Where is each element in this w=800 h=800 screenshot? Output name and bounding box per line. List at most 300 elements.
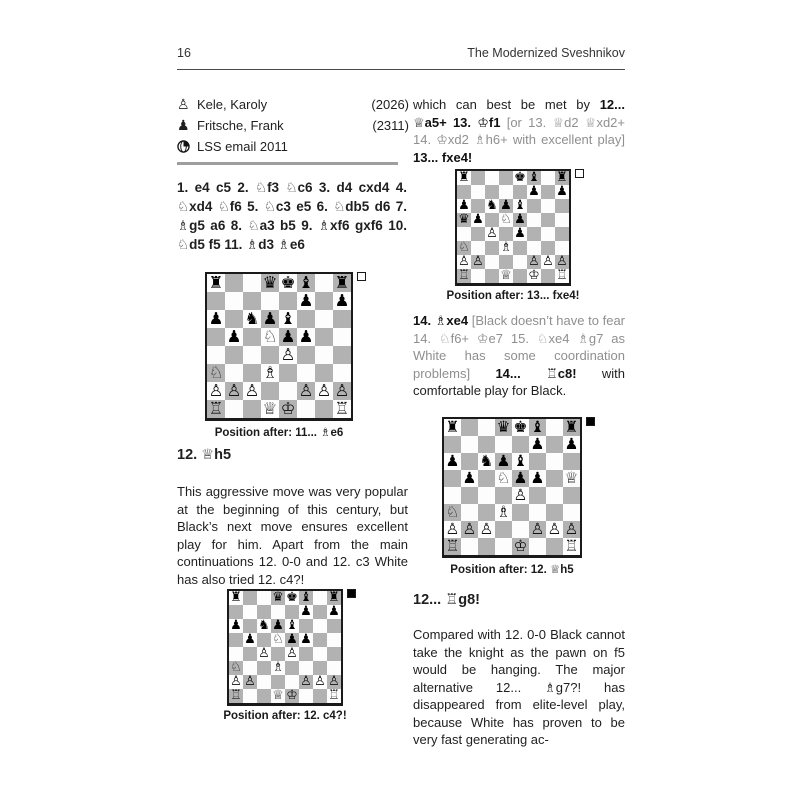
board-square [299, 619, 313, 633]
board-square [333, 310, 351, 328]
board-square: ♟ [528, 185, 540, 199]
board-square: ♝ [286, 619, 298, 633]
board-square: ♙ [280, 346, 296, 364]
board-square [495, 436, 512, 453]
board-square [555, 241, 569, 255]
board-square [478, 419, 495, 436]
board-square: ♙ [547, 521, 562, 538]
commentary-paragraph-bottom: Compared with 12. 0-0 Black cannot take the knight as the pawn on f5 would be hanging. The major alternative 12... ♗g7?! has disappeared from elite-level play, because White has proven to be very fast generating ac- [413, 627, 625, 747]
chess-diagram-2 [223, 589, 347, 722]
board-square: ♟ [513, 470, 528, 487]
board-square [313, 605, 327, 619]
board-square [299, 689, 313, 703]
move-heading-12-rg8: 12... ♖g8! [413, 592, 480, 608]
board-square: ♜ [445, 419, 460, 436]
board-square: ♖ [445, 538, 460, 555]
board-square [485, 255, 499, 269]
board-square: ♟ [564, 436, 579, 453]
board-square: ♙ [300, 675, 312, 689]
chess-board [455, 169, 571, 286]
board-square: ♛ [496, 419, 511, 436]
board-square [546, 504, 563, 521]
chess-diagram-1 [205, 272, 353, 439]
board-square [297, 310, 315, 328]
board-square: ♖ [556, 269, 568, 283]
board-square [541, 227, 555, 241]
board-square [327, 661, 341, 675]
board-square [546, 436, 563, 453]
board-square: ♗ [500, 241, 512, 255]
board-square [229, 605, 243, 619]
board-square: ♙ [556, 255, 568, 269]
board-square: ♖ [564, 538, 579, 555]
board-square [271, 675, 285, 689]
board-square: ♙ [244, 382, 260, 400]
board-square [333, 364, 351, 382]
board-square: ♘ [208, 364, 224, 382]
board-square: ♙ [328, 675, 340, 689]
board-square [444, 487, 461, 504]
board-square: ♟ [458, 199, 470, 213]
board-square [471, 269, 485, 283]
board-square [225, 274, 243, 292]
board-square: ♟ [530, 470, 545, 487]
black-player-row [177, 115, 409, 136]
board-square [243, 292, 261, 310]
text-segment: 13... fxe4! [413, 149, 473, 165]
board-square [485, 171, 499, 185]
board-square [299, 661, 313, 675]
board-square [541, 241, 555, 255]
book-title: The Modernized Sveshnikov [467, 46, 625, 60]
board-square [279, 292, 297, 310]
board-square: ♕ [564, 470, 579, 487]
board-square: ♘ [500, 213, 512, 227]
board-square: ♔ [280, 400, 296, 418]
board-square [512, 436, 529, 453]
board-square [541, 199, 555, 213]
board-square: ♟ [514, 213, 526, 227]
board-square [495, 538, 512, 555]
board-square [563, 453, 580, 470]
board-square [541, 269, 555, 283]
board-square: ♙ [226, 382, 242, 400]
board-square [243, 591, 257, 605]
white-player-rating: (2026) [371, 97, 409, 112]
board-square [297, 364, 315, 382]
board-square [243, 661, 257, 675]
board-square [229, 633, 243, 647]
board-square: ♖ [458, 269, 470, 283]
board-square: ♟ [328, 605, 340, 619]
board-square [333, 346, 351, 364]
board-square [271, 605, 285, 619]
board-square [257, 605, 271, 619]
board-square: ♚ [280, 274, 296, 292]
board-square [313, 619, 327, 633]
board-square [243, 400, 261, 418]
board-square: ♟ [445, 453, 460, 470]
board-square [261, 346, 279, 364]
board-square [499, 227, 513, 241]
board-square [315, 400, 333, 418]
board-square [478, 538, 495, 555]
board-square: ♙ [528, 255, 540, 269]
board-square [478, 470, 495, 487]
board-square: ♙ [513, 487, 528, 504]
black-player-name: Fritsche, Frank [197, 118, 284, 133]
board-square [478, 487, 495, 504]
board-square [495, 487, 512, 504]
board-square [499, 185, 513, 199]
globe-icon [177, 140, 197, 153]
board-square: ♘ [458, 241, 470, 255]
board-square: ♕ [500, 269, 512, 283]
board-square [313, 689, 327, 703]
board-square [541, 213, 555, 227]
board-square: ♔ [513, 538, 528, 555]
board-square [257, 633, 271, 647]
text-segment: 12... ♕a5+ 13. ♔f1 [413, 97, 625, 130]
text-segment: 14... ♖c8! [495, 365, 577, 381]
diagram-caption: Position after: 11... ♗e6 [214, 427, 344, 439]
board-square [299, 647, 313, 661]
board-square [313, 591, 327, 605]
board-square [555, 199, 569, 213]
board-square: ♜ [208, 274, 224, 292]
board-square: ♟ [230, 619, 242, 633]
board-square [478, 504, 495, 521]
board-square: ♜ [328, 591, 340, 605]
board-square: ♚ [286, 591, 298, 605]
board-square [555, 213, 569, 227]
board-square [261, 382, 279, 400]
board-square: ♙ [542, 255, 554, 269]
board-square [546, 419, 563, 436]
board-square [207, 292, 225, 310]
chess-board [227, 589, 343, 706]
board-square: ♟ [272, 619, 284, 633]
board-square [285, 675, 299, 689]
black-player-rating: (2311) [372, 118, 409, 133]
board-square [315, 346, 333, 364]
board-square: ♝ [513, 453, 528, 470]
board-square [555, 227, 569, 241]
board-square [315, 292, 333, 310]
board-square: ♙ [286, 647, 298, 661]
board-square: ♙ [244, 675, 256, 689]
board-square: ♝ [530, 419, 545, 436]
board-square [461, 504, 478, 521]
board-square: ♘ [262, 328, 278, 346]
header-divider [177, 69, 625, 70]
board-square [229, 647, 243, 661]
board-square [225, 310, 243, 328]
board-square [444, 470, 461, 487]
game-info [177, 94, 409, 157]
board-square: ♟ [472, 213, 484, 227]
commentary-paragraph: This aggressive move was very popular at the beginning of this century, but Black’s next move ensures excellent play for him. Apart from the main continuations 12. 0-0 and 12. c3 White has also tried 12. c4?! [177, 484, 408, 587]
board-square [478, 436, 495, 453]
board-square [315, 310, 333, 328]
move-heading-12-qh5: 12. ♕h5 [177, 447, 232, 463]
board-square [563, 504, 580, 521]
board-square: ♗ [272, 661, 284, 675]
section-divider [177, 162, 398, 165]
board-square: ♙ [316, 382, 332, 400]
board-square: ♙ [258, 647, 270, 661]
chess-board [442, 417, 582, 558]
turn-indicator [586, 417, 595, 426]
text-segment: with comfortable play for Black. [413, 365, 625, 398]
board-square [313, 647, 327, 661]
board-square: ♟ [300, 633, 312, 647]
board-square [315, 328, 333, 346]
board-square: ♘ [230, 661, 242, 675]
board-square [513, 241, 527, 255]
board-square: ♙ [530, 521, 545, 538]
board-square: ♖ [208, 400, 224, 418]
board-square [563, 487, 580, 504]
board-square [495, 521, 512, 538]
board-square: ♟ [556, 185, 568, 199]
board-square: ♜ [230, 591, 242, 605]
board-square [529, 453, 546, 470]
chess-diagram-3 [446, 169, 580, 302]
event-name: LSS email 2011 [197, 139, 288, 154]
diagram-caption: Position after: 12. ♕h5 [450, 564, 574, 576]
board-square [257, 689, 271, 703]
board-square: ♔ [528, 269, 540, 283]
white-player-name: Kele, Karoly [197, 97, 268, 112]
board-square: ♘ [496, 470, 511, 487]
board-square [546, 487, 563, 504]
board-square: ♟ [262, 310, 278, 328]
board-square [461, 436, 478, 453]
board-square: ♟ [462, 470, 477, 487]
board-square [527, 213, 541, 227]
board-square [225, 364, 243, 382]
board-square [297, 346, 315, 364]
white-player-row [177, 94, 409, 115]
board-square: ♛ [272, 591, 284, 605]
board-square [529, 487, 546, 504]
board-square: ♘ [272, 633, 284, 647]
chess-board [205, 272, 353, 421]
board-square: ♙ [458, 255, 470, 269]
board-square [513, 269, 527, 283]
board-square [485, 185, 499, 199]
board-square: ♜ [334, 274, 350, 292]
board-square [527, 227, 541, 241]
board-square [471, 241, 485, 255]
board-square [471, 185, 485, 199]
board-square: ♚ [513, 419, 528, 436]
text-segment: which can best be met by [413, 97, 600, 112]
board-square [471, 227, 485, 241]
board-square [499, 255, 513, 269]
board-square: ♝ [280, 310, 296, 328]
board-square [257, 591, 271, 605]
board-square [243, 605, 257, 619]
board-square [333, 328, 351, 346]
board-square [546, 538, 563, 555]
board-square [461, 419, 478, 436]
board-square [243, 689, 257, 703]
board-square: ♜ [458, 171, 470, 185]
board-square: ♙ [462, 521, 477, 538]
board-square: ♟ [208, 310, 224, 328]
turn-indicator [575, 169, 584, 178]
white-pawn-icon: ♙ [177, 96, 190, 113]
board-square [243, 274, 261, 292]
black-pawn-icon: ♟ [177, 117, 190, 134]
board-square: ♟ [286, 633, 298, 647]
board-square [512, 521, 529, 538]
board-square: ♟ [530, 436, 545, 453]
board-square [461, 487, 478, 504]
board-square [243, 364, 261, 382]
board-square [471, 199, 485, 213]
board-square: ♟ [334, 292, 350, 310]
board-square [257, 661, 271, 675]
board-square: ♗ [262, 364, 278, 382]
board-square [207, 328, 225, 346]
board-square: ♝ [298, 274, 314, 292]
board-square: ♙ [208, 382, 224, 400]
board-square [285, 661, 299, 675]
board-square: ♟ [280, 328, 296, 346]
board-square [527, 241, 541, 255]
text-segment: [or 13. ♕d2 ♕xd2+ 14. ♔xd2 ♗h6+ with excellent play] [413, 114, 626, 147]
board-square [444, 436, 461, 453]
chess-diagram-4 [442, 417, 582, 576]
board-square [257, 675, 271, 689]
board-square [461, 538, 478, 555]
board-square [546, 453, 563, 470]
page-number: 16 [177, 46, 191, 60]
mainline-moves: 1. e4 c5 2. ♘f3 ♘c6 3. d4 cxd4 4. ♘xd4 ♘f6 5. ♘c3 e5 6. ♘db5 d6 7. ♗g5 a6 8. ♘a3 b5 9. ♗xf6 gxf6 10. ♘d5 f5 11. ♗d3 ♗e6 [177, 180, 407, 252]
board-square: ♙ [564, 521, 579, 538]
board-square [279, 382, 297, 400]
board-square [546, 470, 563, 487]
board-square: ♞ [479, 453, 494, 470]
board-square: ♖ [334, 400, 350, 418]
board-square: ♟ [298, 292, 314, 310]
board-square: ♖ [328, 689, 340, 703]
board-square: ♜ [556, 171, 568, 185]
board-square: ♟ [298, 328, 314, 346]
text-segment: [Black doesn’t have to fear 14. ♘f6+ ♔e7 15. ♘xe4 ♗g7 as White has some coordination problems] [413, 313, 626, 381]
board-square [327, 619, 341, 633]
board-square [485, 241, 499, 255]
board-square [243, 346, 261, 364]
board-square: ♖ [230, 689, 242, 703]
diagram-caption: Position after: 13... fxe4! [446, 290, 580, 302]
board-square [243, 328, 261, 346]
turn-indicator [347, 589, 356, 598]
board-square [457, 227, 471, 241]
turn-indicator [357, 272, 366, 281]
board-square: ♟ [300, 605, 312, 619]
board-square [541, 171, 555, 185]
board-square: ♙ [298, 382, 314, 400]
board-square: ♙ [486, 227, 498, 241]
board-square: ♙ [472, 255, 484, 269]
board-square: ♞ [258, 619, 270, 633]
board-square [461, 453, 478, 470]
board-square: ♙ [445, 521, 460, 538]
board-square [327, 647, 341, 661]
board-square [225, 346, 243, 364]
board-square: ♙ [479, 521, 494, 538]
board-square: ♟ [514, 227, 526, 241]
board-square: ♝ [300, 591, 312, 605]
board-square [225, 400, 243, 418]
board-square: ♜ [564, 419, 579, 436]
board-square: ♗ [496, 504, 511, 521]
board-square [485, 269, 499, 283]
board-square: ♝ [528, 171, 540, 185]
board-square [527, 199, 541, 213]
board-square [541, 185, 555, 199]
board-square [485, 213, 499, 227]
board-square [225, 292, 243, 310]
board-square [285, 605, 299, 619]
board-square [315, 274, 333, 292]
board-square [261, 292, 279, 310]
board-square: ♔ [286, 689, 298, 703]
board-square [529, 504, 546, 521]
board-square: ♟ [496, 453, 511, 470]
board-square [513, 185, 527, 199]
board-square [499, 171, 513, 185]
board-square: ♕ [262, 400, 278, 418]
board-square [313, 633, 327, 647]
board-square: ♚ [514, 171, 526, 185]
board-square: ♞ [244, 310, 260, 328]
board-square: ♟ [244, 633, 256, 647]
board-square: ♙ [230, 675, 242, 689]
diagram-caption: Position after: 12. c4?! [223, 710, 347, 722]
board-square: ♘ [445, 504, 460, 521]
board-square [315, 364, 333, 382]
event-row [177, 136, 409, 157]
board-square [313, 661, 327, 675]
board-square [529, 538, 546, 555]
board-square: ♛ [458, 213, 470, 227]
board-square: ♝ [514, 199, 526, 213]
board-square: ♙ [314, 675, 326, 689]
board-square [297, 400, 315, 418]
board-square [271, 647, 285, 661]
board-square [457, 185, 471, 199]
board-square: ♛ [262, 274, 278, 292]
board-square: ♙ [334, 382, 350, 400]
analysis-paragraph-top [413, 96, 625, 166]
board-square: ♟ [500, 199, 512, 213]
board-square: ♕ [272, 689, 284, 703]
text-segment: 14. ♗xe4 [413, 313, 472, 328]
board-square [243, 647, 257, 661]
board-square [512, 504, 529, 521]
board-square [513, 255, 527, 269]
board-square [327, 633, 341, 647]
board-square: ♟ [226, 328, 242, 346]
board-square [207, 346, 225, 364]
board-square [279, 364, 297, 382]
analysis-paragraph-mid [413, 312, 625, 400]
